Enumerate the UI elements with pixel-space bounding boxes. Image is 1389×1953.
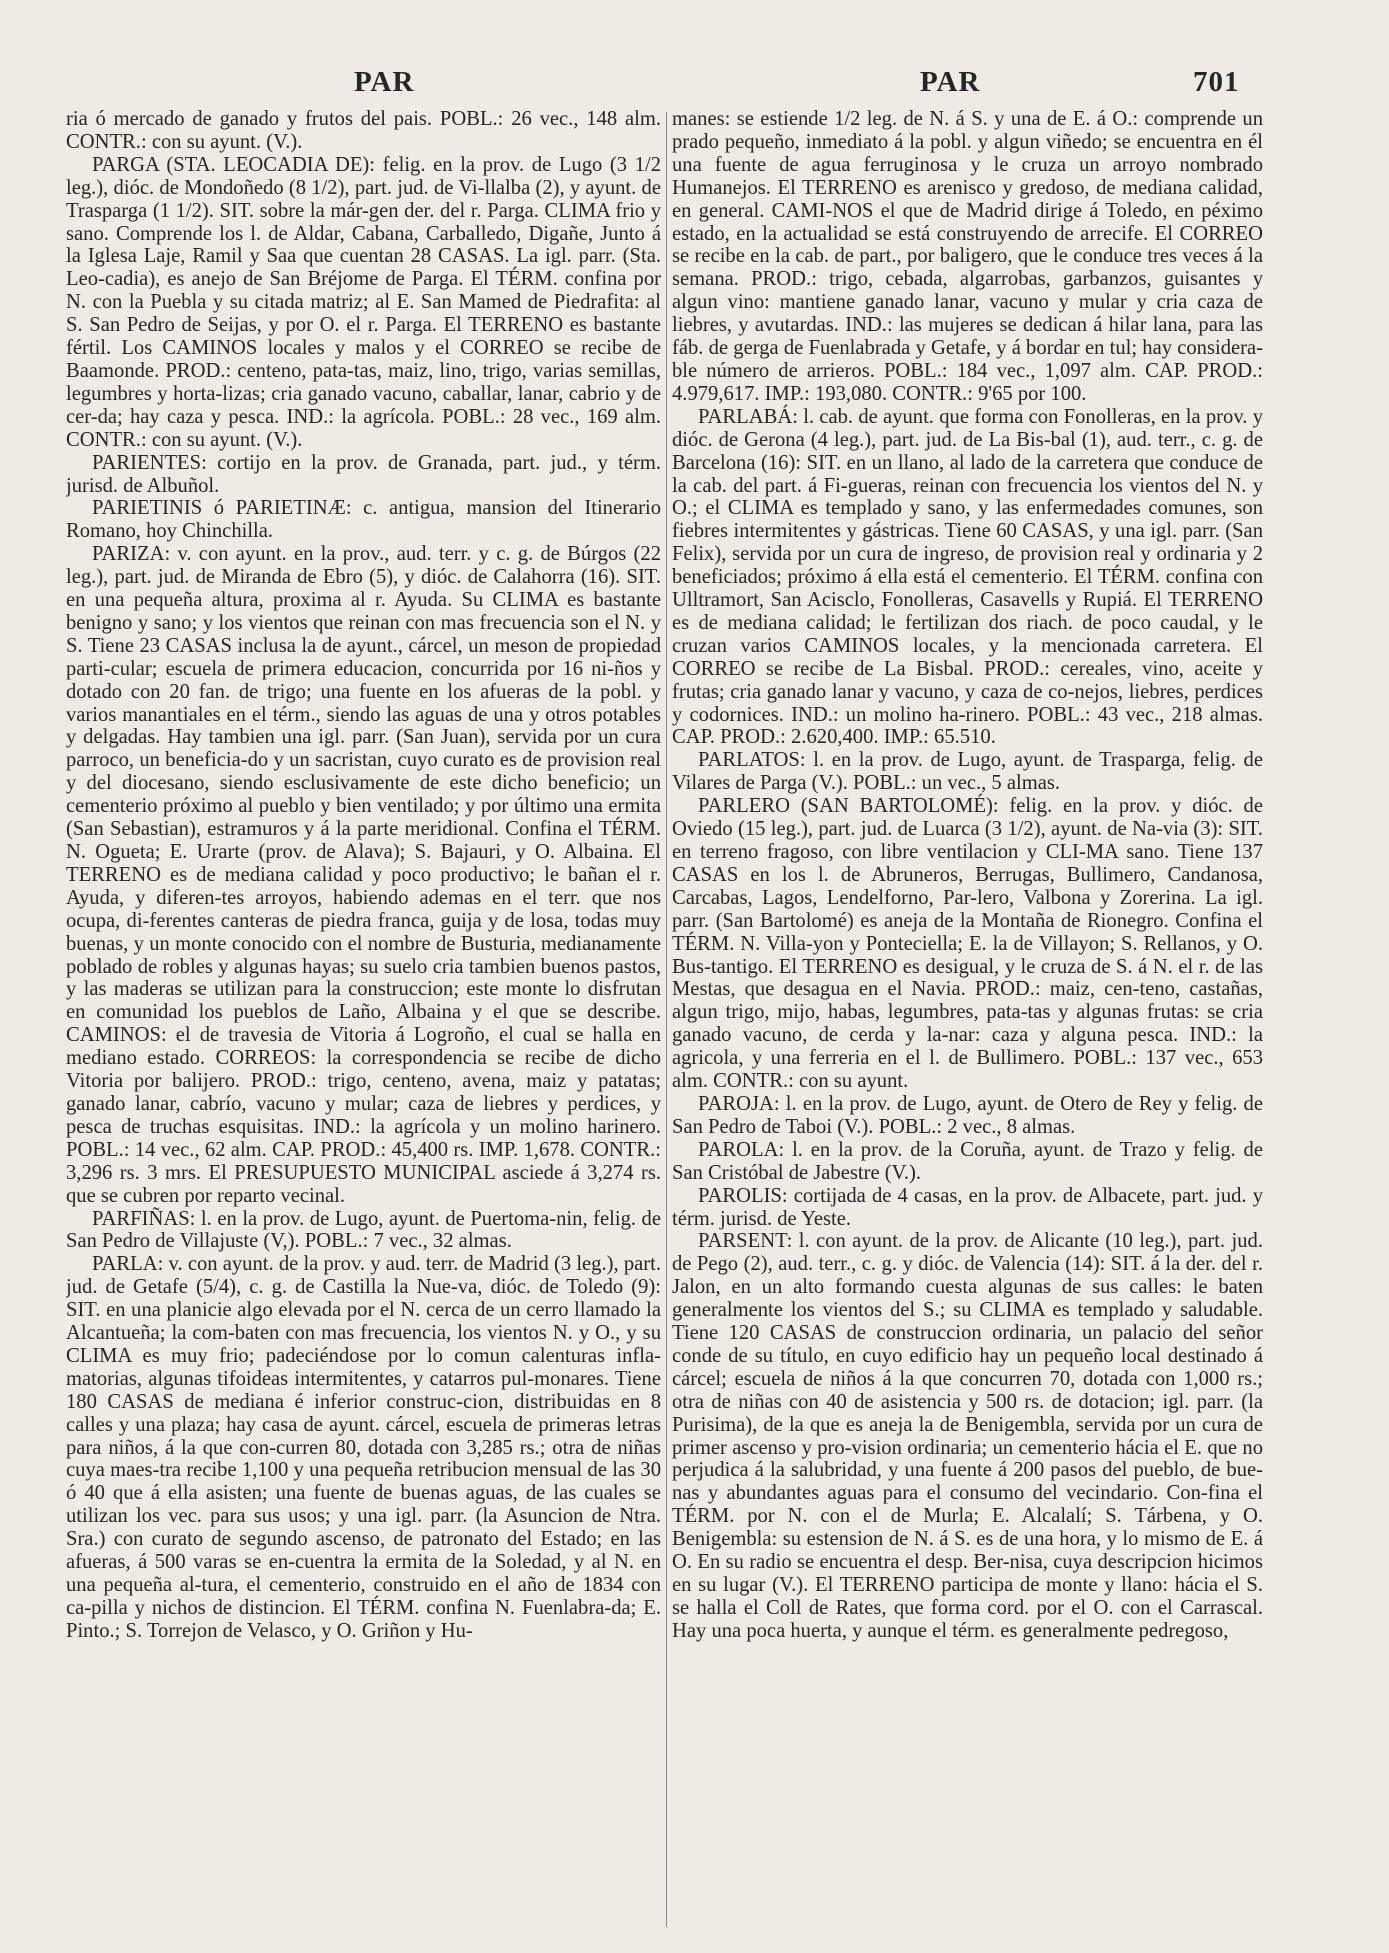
running-header-right: PAR bbox=[920, 66, 981, 98]
entry-parla: PARLA: v. con ayunt. de la prov. y aud. terr. de Madrid (3 leg.), part. jud. de Getafe (5/4), c. g. de Castilla la Nue-va, dióc. de Toledo (9): SIT. en una planicie algo elevada por el N. cerca de un cerro llamado la Alcantueña; la com-baten con mas frecuencia, los vientos N. y O., y su CLIMA es muy frio; padeciéndose por lo comun calenturas infla-matorias, algunas tifoideas intermitentes, y catarros pul-monares. Tiene 180 CASAS de mediana é inferior construc-cion, distribuidas en 8 calles y una plaza; hay casa de ayunt. cárcel, escuela de primeras letras para niños, á la que con-curren 80, dotada con 3,285 rs.; otra de niñas cuya maes-tra recibe 1,100 y una pequeña retribucion mensual de las 30 ó 40 que á ella asisten; una fuente de buenas aguas, de las cuales se utilizan los vec. para sus usos; y una igl. parr. (la Asuncion de Ntra. Sra.) con curato de segundo ascenso, de patronato del Estado; en las afueras, á 500 varas se en-cuentra la ermita de la Soledad, y al N. en una pequeña al-tura, el cementerio, construido en el año de 1834 con ca-pilla y nichos de distincion. El TÉRM. confina N. Fuenlabra-da; E. Pinto.; S. Torrejon de Velasco, y O. Griñon y Hu- bbox=[66, 1253, 661, 1642]
entry-parla-continuation: manes: se estiende 1/2 leg. de N. á S. y una de E. á O.: comprende un prado pequeño, inmediato á la pobl. y algun viñedo; se encuentra en él una fuente de agua ferruginosa y le cruza un arroyo nombrado Humanejos. El TERRENO es arenisco y gredoso, de mediana calidad, en general. CAMI-NOS el que de Madrid dirige á Toledo, en péximo estado, en la actualidad se está construyendo de arrecife. El CORREO se recibe en la cab. de part., por baligero, que le conduce tres veces á la semana. PROD.: trigo, cebada, algarrobas, garbanzos, guisantes y algun vino: mantiene ganado lanar, vacuno y mular y cria caza de liebres, y avutardas. IND.: las mujeres se dedican á hilar lana, para las fáb. de gerga de Fuenlabrada y Getafe, y á bordar en tul; hay considera-ble número de arrieros. POBL.: 184 vec., 1,097 alm. CAP. PROD.: 4.979,617. IMP.: 193,080. CONTR.: 9'65 por 100. bbox=[672, 108, 1263, 405]
entry-parlatos: PARLATOS: l. en la prov. de Lugo, ayunt. de Trasparga, felig. de Vilares de Parga (V.). POBL.: un vec., 5 almas. bbox=[672, 749, 1263, 795]
entry-pariza: PARIZA: v. con ayunt. en la prov., aud. terr. y c. g. de Búrgos (22 leg.), part. jud. de Miranda de Ebro (5), y dióc. de Calahorra (16). SIT. en una pequeña altura, proxima al r. Ayuda. Su CLIMA es bastante benigno y sano; y los vientos que reinan con mas frecuencia son el N. y S. Tiene 23 CASAS inclusa la de ayunt., cárcel, un meson de propiedad parti-cular; escuela de primera educacion, concurrida por 16 ni-ños y dotado con 20 fan. de trigo; una fuente en los afueras de la pobl. y varios manantiales en el térm., siendo las aguas de una y otros potables y delgadas. Hay tambien una igl. parr. (San Juan), servida por un cura parroco, un beneficia-do y un sacristan, cuyo curato es de provision real y del diocesano, siendo esclusivamente de este dicho beneficio; un cementerio próximo al pueblo y bien ventilado; y por último una ermita (San Sebastian), estramuros y á la parte meridional. Confina el TÉRM. N. Ogueta; E. Urarte (prov. de Alava); S. Bajauri, y O. Albaina. El TERRENO es de mediana calidad y poco productivo; le bañan el r. Ayuda, y diferen-tes arroyos, habiendo ademas en el terr. que nos ocupa, di-ferentes canteras de piedra franca, guija y de losa, todas muy buenas, y un monte conocido con el nombre de Busturia, medianamente poblado de robles y algunas hayas; su suelo cria tambien buenos pastos, y las maderas se utilizan para la construccion; este monte lo disfrutan en comunidad los pueblos de Laño, Albaina y el que se describe. CAMINOS: el de travesia de Vitoria á Logroño, el cual se halla en mediano estado. CORREOS: la correspondencia se recibe de dicho Vitoria por balijero. PROD.: trigo, centeno, avena, maiz y patatas; ganado lanar, cabrío, vacuno y mular; caza de liebres y perdices, y pesca de truchas esquisitas. IND.: la agrícola y un molino harinero. POBL.: 14 vec., 62 alm. CAP. PROD.: 45,400 rs. IMP. 1,678. CONTR.: 3,296 rs. 3 mrs. El PRESUPUESTO MUNICIPAL asciede á 3,274 rs. que se cubren por reparto vecinal. bbox=[66, 543, 661, 1207]
entry-parsent: PARSENT: l. con ayunt. de la prov. de Alicante (10 leg.), part. jud. de Pego (2), aud. terr., c. g. y dióc. de Valencia (14): SIT. á la der. del r. Jalon, en un alto formando cuesta algunas de sus calles: le baten generalmente los vientos del S.; su CLIMA es templado y saludable. Tiene 120 CASAS de construccion ordinaria, un palacio del señor conde de su título, en cuyo edificio hay un pequeño local destinado á cárcel; escuela de niños á la que concurren 70, dotada con 1,000 rs.; otra de niñas con 40 de asistencia y 500 rs. de dotacion; igl. parr. (la Purisima), de la que es aneja la de Benigembla, servida por un cura de primer ascenso y pro-vision ordinaria; un cementerio hácia el E. que no perjudica á la salubridad, y una fuente á 200 pasos del pueblo, de bue-nas y abundantes aguas para el consumo del vecindario. Con-fina el TÉRM. por N. con el de Murla; E. Alcalalí; S. Tárbena, y O. Benigembla: su estension de N. á S. es de una hora, y lo mismo de E. á O. En su radio se encuentra el desp. Ber-nisa, cuya descripcion hicimos en su lugar (V.). El TERRENO participa de monte y llano: hácia el S. se halla el Coll de Rates, que forma cord. por el O. con el Carrascal. Hay una poca huerta, y aunque el térm. es generalmente pedregoso, bbox=[672, 1230, 1263, 1642]
entry-parolis: PAROLIS: cortijada de 4 casas, en la prov. de Albacete, part. jud. y térm. jurisd. de Yeste. bbox=[672, 1184, 1263, 1230]
entry-parga: PARGA (STA. LEOCADIA DE): felig. en la prov. de Lugo (3 1/2 leg.), dióc. de Mondoñedo (8 1/2), part. jud. de Vi-llalba (2), y ayunt. de Trasparga (1 1/2). SIT. sobre la már-gen der. del r. Parga. CLIMA frio y sano. Comprende los l. de Aldar, Cabana, Carballedo, Digañe, Junto á la Iglesa Laje, Ramil y Saa que cuentan 28 CASAS. La igl. parr. (Sta. Leo-cadia), es anejo de San Bréjome de Parga. El TÉRM. confina por N. con la Puebla y su citada matriz; al E. San Mamed de Piedrafita: al S. San Pedro de Seijas, y por O. el r. Parga. El TERRENO es bastante fértil. Los CAMINOS locales y malos y el CORREO se recibe de Baamonde. PROD.: centeno, pata-tas, maiz, lino, trigo, varias semillas, legumbres y horta-lizas; cria ganado vacuno, caballar, lanar, cabrio y de cer-da; hay caza y pesca. IND.: la agrícola. POBL.: 28 vec., 169 alm. CONTR.: con su ayunt. (V.). bbox=[66, 153, 661, 451]
entry-parfinas: PARFIÑAS: l. en la prov. de Lugo, ayunt. de Puertoma-nin, felig. de San Pedro de Villajuste (V,). POBL.: 7 vec., 32 almas. bbox=[66, 1207, 661, 1253]
right-column bbox=[672, 108, 1263, 1938]
entry-parientes: PARIENTES: cortijo en la prov. de Granada, part. jud., y térm. jurisd. de Albuñol. bbox=[66, 451, 661, 497]
entry-parola: PAROLA: l. en la prov. de la Coruña, ayunt. de Trazo y felig. de San Cristóbal de Jabestre (V.). bbox=[672, 1138, 1263, 1184]
running-header-left: PAR bbox=[354, 66, 415, 98]
left-column bbox=[66, 108, 661, 1938]
entry-parietinis: PARIETINIS ó PARIETINÆ: c. antigua, mansion del Itinerario Romano, hoy Chinchilla. bbox=[66, 497, 661, 543]
entry-continuation: ria ó mercado de ganado y frutos del pais. POBL.: 26 vec., 148 alm. CONTR.: con su ayunt. (V.). bbox=[66, 108, 661, 153]
entry-paroja: PAROJA: l. en la prov. de Lugo, ayunt. de Otero de Rey y felig. de San Pedro de Taboi (V.). POBL.: 2 vec., 8 almas. bbox=[672, 1092, 1263, 1138]
column-divider bbox=[666, 112, 667, 1927]
entry-parlaba: PARLABÁ: l. cab. de ayunt. que forma con Fonolleras, en la prov. y dióc. de Gerona (4 leg.), part. jud. de La Bis-bal (1), aud. terr., c. g. de Barcelona (16): SIT. en un llano, al lado de la carretera que conduce de la cab. del part. á Fi-gueras, reinan con frecuencia los vientos del N. y O.; el CLIMA es templado y sano, y las enfermedades comunes, son fiebres intermitentes y gástricas. Tiene 60 CASAS, y una igl. parr. (San Felix), servida por un cura de ingreso, de provision real y ordinaria y 2 beneficiados; próximo á ella está el cementerio. El TÉRM. confina con Ulltramort, San Acisclo, Fonolleras, Casavells y Rupiá. El TERRENO es de mediana calidad; le fertilizan dos riach. de poco caudal, y le cruzan varios CAMINOS locales, y la mencionada carretera. El CORREO se recibe de La Bisbal. PROD.: cereales, vino, aceite y frutas; cria ganado lanar y vacuno, y caza de co-nejos, liebres, perdices y codornices. IND.: un molino ha-rinero. POBL.: 43 vec., 218 almas. CAP. PROD.: 2.620,400. IMP.: 65.510. bbox=[672, 405, 1263, 749]
page-number: 701 bbox=[1193, 66, 1240, 98]
entry-parlero: PARLERO (SAN BARTOLOMÉ): felig. en la prov. y dióc. de Oviedo (15 leg.), part. jud. de Luarca (3 1/2), ayunt. de Na-via (3): SIT. en terreno fragoso, con libre ventilacion y CLI-MA sano. Tiene 137 CASAS en los l. de Abruneros, Berrugas, Bullimero, Candanosa, Carcabas, Lagos, Lendelforno, Par-lero, Valbona y Zorerina. La igl. parr. (San Bartolomé) es aneja de la Montaña de Rionegro. Confina el TÉRM. N. Villa-yon y Ponteciella; E. la de Villayon; S. Rellanos, y O. Bus-tantigo. El TERRENO es desigual, y le cruza de S. á N. el r. de las Mestas, que desagua en el Navia. PROD.: maiz, cen-teno, castañas, algun trigo, mijo, habas, legumbres, pata-tas y algunas frutas: se cria ganado vacuno, de cerda y la-nar: caza y alguna pesca. IND.: la agricola, y una ferreria en el l. de Bullimero. POBL.: 137 vec., 653 alm. CONTR.: con su ayunt. bbox=[672, 795, 1263, 1093]
